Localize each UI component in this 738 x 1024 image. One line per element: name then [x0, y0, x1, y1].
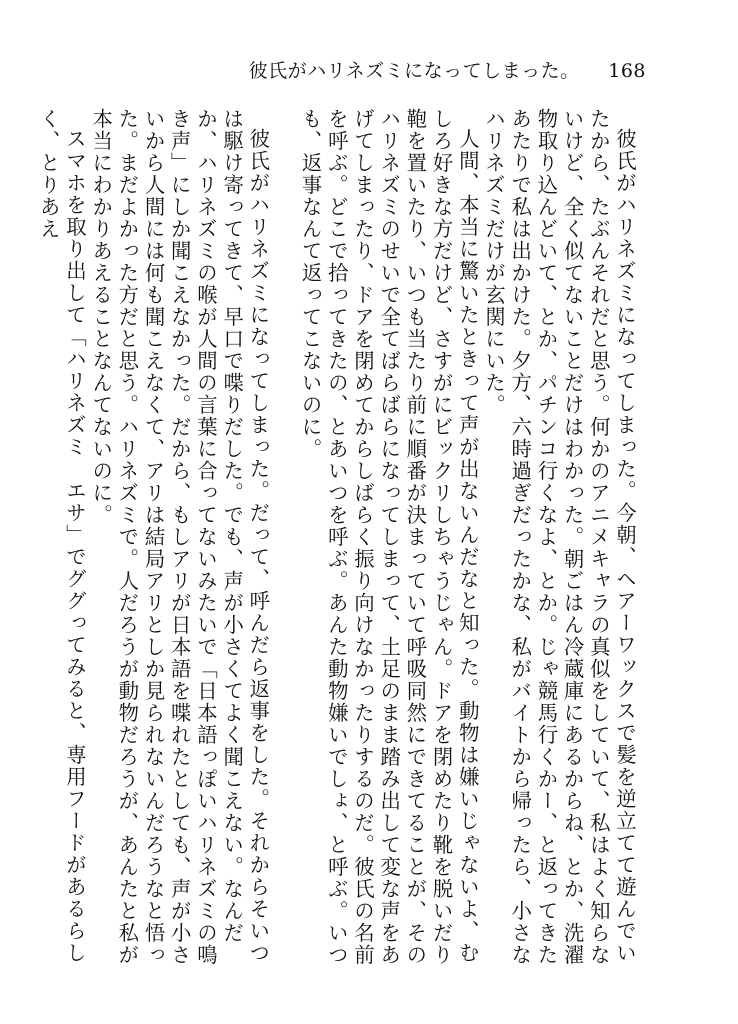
paragraph: スマホを取り出して「ハリネズミ エサ」でググってみると、専用フードがあるらしく、とりあえ	[36, 108, 87, 965]
running-header	[249, 56, 646, 83]
section-break	[271, 108, 297, 968]
page-number: 168	[608, 60, 646, 82]
paragraph: 彼氏がハリネズミになってしまった。だって、呼んだら返事をした。それからそいつは駆け寄ってきて、早口で喋りだした。でも、声が小さくてよく聞こえない。なんだか、ハリネズミの喉が人間の言葉に合ってないみたいで「日本語っぽいハリネズミの鳴き声」にしか聞こえなかった。だから、もしアリが日本語を喋れたとしても、声が小さいから人間には何も聞こえなくて、アリは結局アリとしか見られないんだろうなと悟った。まだよかった方だと思う。ハリネズミで。人だろうが動物だろうが、あんたと私が本当にわかりあえることなんてないのに。	[89, 108, 271, 966]
paragraph: 人間、本当に驚いたときって声が出ないんだなと知った。動物は嫌いじゃないよ、むしろ好きな方だけど、さすがにビックリしちゃうじゃん。ドアを閉めたり靴を脱いだり鞄を置いたり、いつも当たり前に順番が決まっていて呼吸同然にできてることが、そのハリネズミのせいで全てばらばらになってしまって、土足のまま踏み出して変な声をあげてしまったり、ドアを閉めてからしばらく振り向けなかったりするのだ。彼氏の名前を呼ぶ。どこで拾ってきたの、とあいつを呼ぶ。あんた動物嫌いでしょ、と呼ぶ。いつも、返事なんて返ってこないのに。	[298, 108, 480, 966]
paragraph: 彼氏がハリネズミになってしまった。今朝、ヘアーワックスで髪を逆立てて遊んでいたから、たぶんそれだと思う。何かのアニメキャラの真似をしていて、私はよく知らないけど、全く似てないことだけはわかった。朝ごはん冷蔵庫にあるからね、とか、洗濯物取り込んどいて、とか、パチンコ行くなよ、とか。じゃ競馬行くかー、と返ってきたあたりで私は出かけた。夕方、六時過ぎだったかな、私がバイトから帰ったら、小さなハリネズミだけが玄関にいた。	[481, 108, 637, 966]
vertical-body-text	[36, 108, 638, 968]
running-title: 彼氏がハリネズミになってしまった。	[248, 60, 580, 82]
